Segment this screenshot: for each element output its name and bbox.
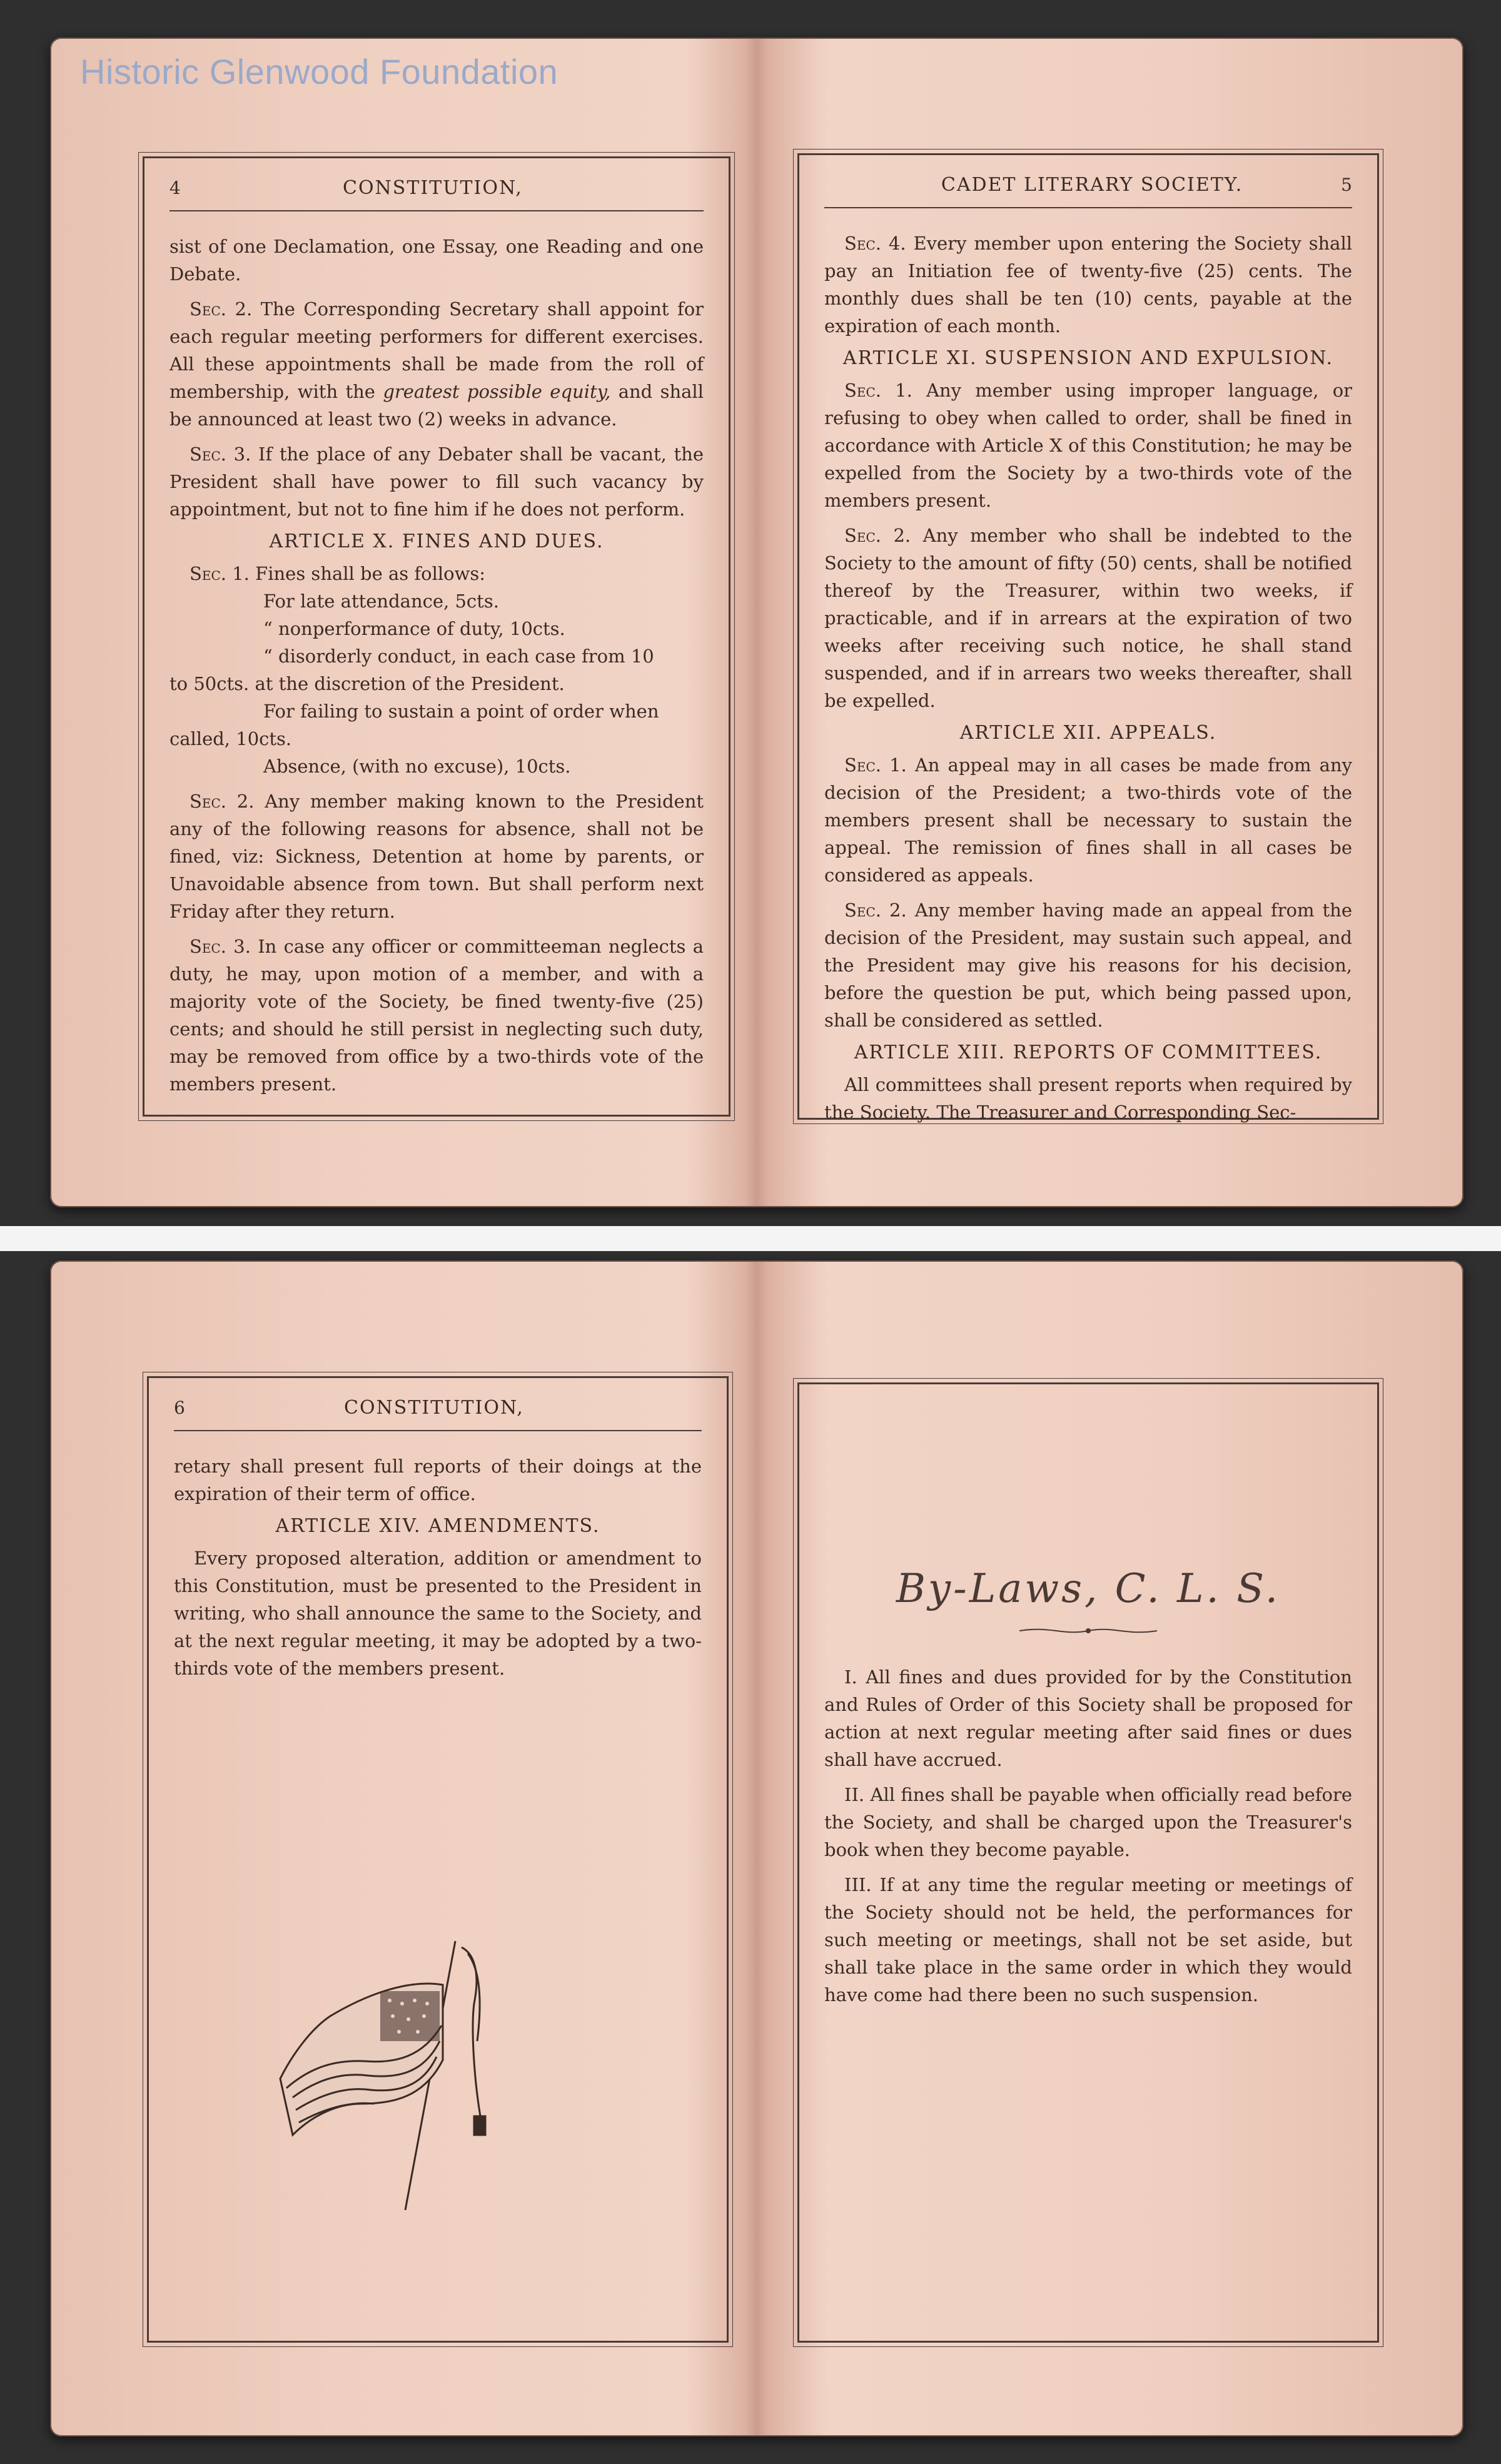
flourish-ornament <box>1013 1623 1163 1638</box>
article-heading: ARTICLE XIII. REPORTS OF COMMITTEES. <box>854 1042 1323 1063</box>
section-2: Sec. 2. Any member who shall be indebted to the Society to the amount of fifty (50) cents, shall be notified thereof by the Treasurer, within two weeks, if practicable, and if in arrears at the expiration of two weeks after receiving such notice, he shall stand suspended, and if in arrears two weeks thereafter, shall be expelled. <box>824 525 1353 711</box>
section-1: Sec. 1. Any member using improper language, or refusing to obey when called to order, shall be fined in accordance with Article X of this Constitution; he may be expelled from the Society by a two-thirds vote of the members present. <box>824 380 1353 511</box>
page-number: 4 <box>169 178 181 198</box>
bylaw-2: II. All fines shall be payable when officially read before the Society, and shall be charged upon the Treasurer's book when they become payable. <box>824 1784 1352 1860</box>
running-head <box>824 174 1352 208</box>
section-3: Sec. 3. In case any officer or committeeman neglects a duty, he may, upon motion of a member, and with a majority vote of the Society, be fined twenty-five (25) cents; and should he still persist in neglecting such duty, may be removed from office by a two-thirds vote of the members present. <box>169 936 704 1095</box>
section-1: Sec. 1. Fines shall be as follows: <box>190 563 486 584</box>
fine-item: For failing to sustain a point of order when <box>263 701 659 722</box>
section-1: Sec. 1. An appeal may in all cases be made from any decision of the President; a two-thirds vote of the members present shall be necessary to sustain the appeal. The remission of fines shall in all cases be considered as appeals. <box>824 754 1353 886</box>
article-heading: ARTICLE XI. SUSPENSION AND EXPULSION. <box>842 347 1334 369</box>
running-title: CONSTITUTION, <box>344 1397 524 1419</box>
fine-item: “ disorderly conduct, in each case from 10 <box>263 646 654 667</box>
article-heading: ARTICLE X. FINES AND DUES. <box>269 530 604 552</box>
paragraph: All committees shall present reports when required by the Society. The Treasurer and Corresponding Sec- <box>824 1074 1352 1123</box>
running-head <box>174 1397 702 1431</box>
section-2: Sec. 2. The Corresponding Secretary shall appoint for each regular meeting performers for different exercises. All these appointments shall be made from the roll of membership, with the greatest possible equity, and shall be announced at least two (2) weeks in advance. <box>169 298 704 430</box>
page-7 <box>797 1382 1379 2343</box>
section-2: Sec. 2. Any member having made an appeal from the decision of the President, may sustain such appeal, and the President may give his reasons for his decision, before the question be put, which being passed upon, shall be considered as settled. <box>824 900 1353 1031</box>
bylaws-title: By-Laws, C. L. S. <box>896 1566 1281 1612</box>
article-heading: ARTICLE XII. APPEALS. <box>959 722 1217 744</box>
fine-item-continued: called, 10cts. <box>169 728 292 749</box>
fine-item: For late attendance, 5cts. <box>263 591 499 612</box>
running-title: CONSTITUTION, <box>343 177 523 199</box>
section-3: Sec. 3. If the place of any Debater shall be vacant, the President shall have power to fill such vacancy by appointment, but not to fine him if he does not perform. <box>169 444 704 520</box>
bylaw-1: I. All fines and dues provided for by the Constitution and Rules of Order of this Society shall be proposed for action at next regular meeting after said fines or dues shall have accrued. <box>824 1666 1352 1770</box>
bylaw-3: III. If at any time the regular meeting or meetings of the Society should not be held, the performances for such meeting or meetings, shall not be set aside, but shall take place in the same order in which they would have come had there been no such suspension. <box>824 1874 1352 2005</box>
paragraph: Every proposed alteration, addition or amendment to this Constitution, must be presented to the President in writing, who shall announce the same to the Society, and at the next regular meeting, it may be adopted by a two-thirds vote of the members present. <box>174 1548 702 1679</box>
page-6 <box>147 1376 729 2343</box>
page-5 <box>797 153 1379 1123</box>
section-4: Sec. 4. Every member upon entering the Society shall pay an Initiation fee of twenty-five (25) cents. The monthly dues shall be ten (10) cents, payable at the expiration of each month. <box>824 233 1353 337</box>
bottom-spread <box>50 1260 1463 2436</box>
paragraph: sist of one Declamation, one Essay, one Reading and one Debate. <box>169 236 704 285</box>
page-4 <box>143 156 730 1117</box>
fine-item: “ nonperformance of duty, 10cts. <box>263 618 565 639</box>
running-head <box>169 177 704 211</box>
top-spread <box>50 38 1463 1207</box>
watermark: Historic Glenwood Foundation <box>80 52 558 91</box>
section-2: Sec. 2. Any member making known to the President any of the following reasons for absence, shall not be fined, viz: Sickness, Detention at home by parents, or Unavoidable absence from town. But shall perform next Friday after they return. <box>169 791 704 922</box>
page-number: 6 <box>174 1397 185 1418</box>
fine-item: Absence, (with no excuse), 10cts. <box>263 756 571 777</box>
page-number: 5 <box>1341 175 1352 195</box>
scan-gap <box>0 1226 1501 1251</box>
running-title: CADET LITERARY SOCIETY. <box>941 174 1243 196</box>
article-heading: ARTICLE XIV. AMENDMENTS. <box>275 1515 600 1537</box>
fine-item-continued: to 50cts. at the discretion of the President. <box>169 673 565 694</box>
paragraph: retary shall present full reports of their doings at the expiration of their term of office. <box>174 1456 702 1504</box>
flag-illustration <box>255 1916 580 2241</box>
